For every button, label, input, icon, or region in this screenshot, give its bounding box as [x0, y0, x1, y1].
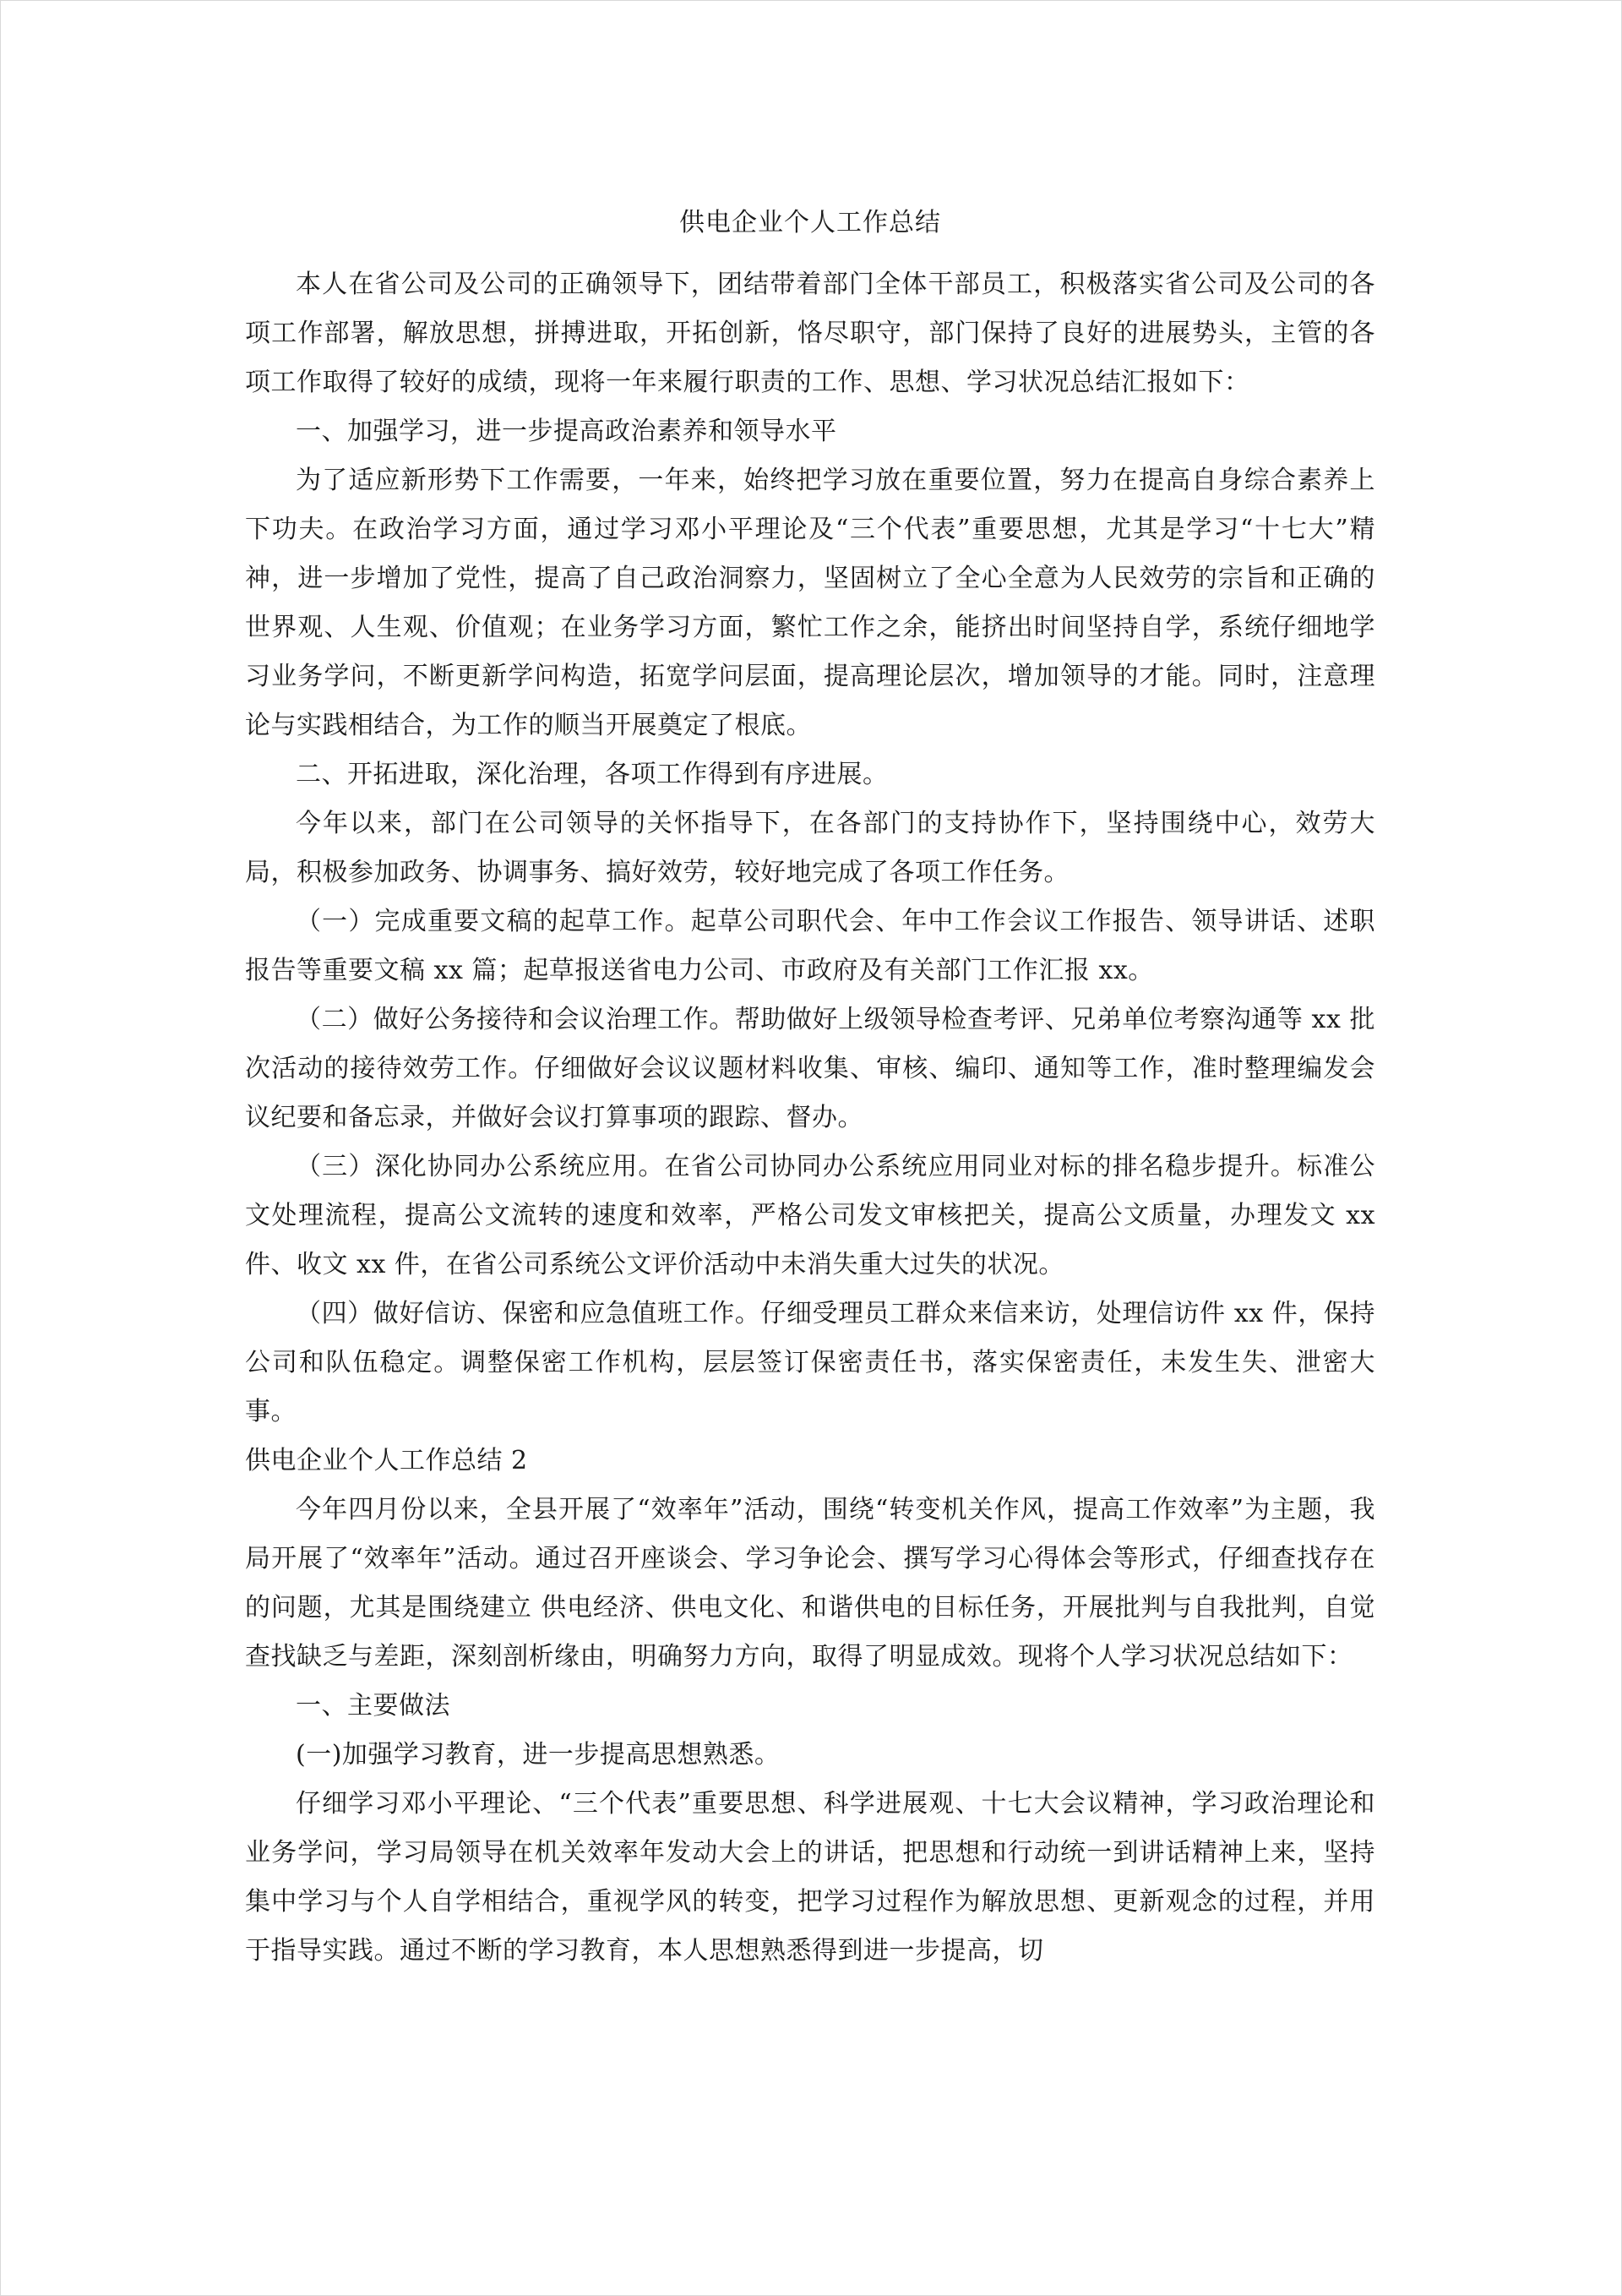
document-title: 供电企业个人工作总结 [679, 208, 941, 237]
heading-2: 二、开拓进取，深化治理，各项工作得到有序进展。 [296, 760, 889, 789]
paragraph-item-1: （一）完成重要文稿的起草工作。起草公司职代会、年中工作会议工作报告、领导讲话、述职报告等重要文稿 xx 篇；起草报送省电力公司、市政府及有关部门工作汇报 xx。 [245, 907, 1375, 985]
document-body [245, 194, 1375, 1976]
heading-main-practices: 一、主要做法 [296, 1691, 450, 1721]
paragraph-study: 为了适应新形势下工作需要，一年来，始终把学习放在重要位置，努力在提高自身综合素养上下功夫。在政治学习方面，通过学习邓小平理论及“三个代表”重要思想，尤其是学习“十七大”精神，进一步增加了党性，提高了自己政治洞察力，坚固树立了全心全意为人民效劳的宗旨和正确的世界观、人生观、价值观；在业务学习方面，繁忙工作之余，能挤出时间坚持自学，系统仔细地学习业务学问，不断更新学问构造，拓宽学问层面，提高理论层次，增加领导的才能。同时，注意理论与实践相结合，为工作的顺当开展奠定了根底。 [245, 466, 1375, 740]
paragraph-item-4: （四）做好信访、保密和应急值班工作。仔细受理员工群众来信来访，处理信访件 xx 件，保持公司和队伍稳定。调整保密工作机构，层层签订保密责任书，落实保密责任，未发生失、泄密大事。 [245, 1299, 1375, 1426]
heading-1: 一、加强学习，进一步提高政治素养和领导水平 [296, 417, 837, 446]
paragraph-overview: 今年以来，部门在公司领导的关怀指导下，在各部门的支持协作下，坚持围绕中心，效劳大局，积极参加政务、协调事务、搞好效劳，较好地完成了各项工作任务。 [245, 809, 1375, 887]
heading-sub-1: (一)加强学习教育，进一步提高思想熟悉。 [296, 1740, 781, 1770]
paragraph-item-3: （三）深化协同办公系统应用。在省公司协同办公系统应用同业对标的排名稳步提升。标准公文处理流程，提高公文流转的速度和效率，严格公司发文审核把关，提高公文质量，办理发文 xx 件、收文 xx 件，在省公司系统公文评价活动中未消失重大过失的状况。 [245, 1152, 1375, 1279]
paragraph-section-2-intro: 今年四月份以来，全县开展了“效率年”活动，围绕“转变机关作风，提高工作效率”为主题，我局开展了“效率年”活动。通过召开座谈会、学习争论会、撰写学习心得体会等形式，仔细查找存在的问题，尤其是围绕建立 供电经济、供电文化、和谐供电的目标任务，开展批判与自我批判，自觉查找缺乏与差距，深刻剖析缘由，明确努力方向，取得了明显成效。现将个人学习状况总结如下： [245, 1495, 1375, 1672]
section-2-title: 供电企业个人工作总结 2 [245, 1446, 528, 1475]
paragraph-study-detail: 仔细学习邓小平理论、“三个代表”重要思想、科学进展观、十七大会议精神，学习政治理论和业务学问，学习局领导在机关效率年发动大会上的讲话，把思想和行动统一到讲话精神上来，坚持集中学习与个人自学相结合，重视学风的转变，把学习过程作为解放思想、更新观念的过程，并用于指导实践。通过不断的学习教育，本人思想熟悉得到进一步提高，切 [245, 1789, 1375, 1966]
paragraph-item-2: （二）做好公务接待和会议治理工作。帮助做好上级领导检查考评、兄弟单位考察沟通等 xx 批次活动的接待效劳工作。仔细做好会议议题材料收集、审核、编印、通知等工作，准时整理编发会议纪要和备忘录，并做好会议打算事项的跟踪、督办。 [245, 1005, 1375, 1132]
intro-paragraph: 本人在省公司及公司的正确领导下，团结带着部门全体干部员工，积极落实省公司及公司的各项工作部署，解放思想，拼搏进取，开拓创新，恪尽职守，部门保持了良好的进展势头，主管的各项工作取得了较好的成绩，现将一年来履行职责的工作、思想、学习状况总结汇报如下： [245, 270, 1375, 397]
